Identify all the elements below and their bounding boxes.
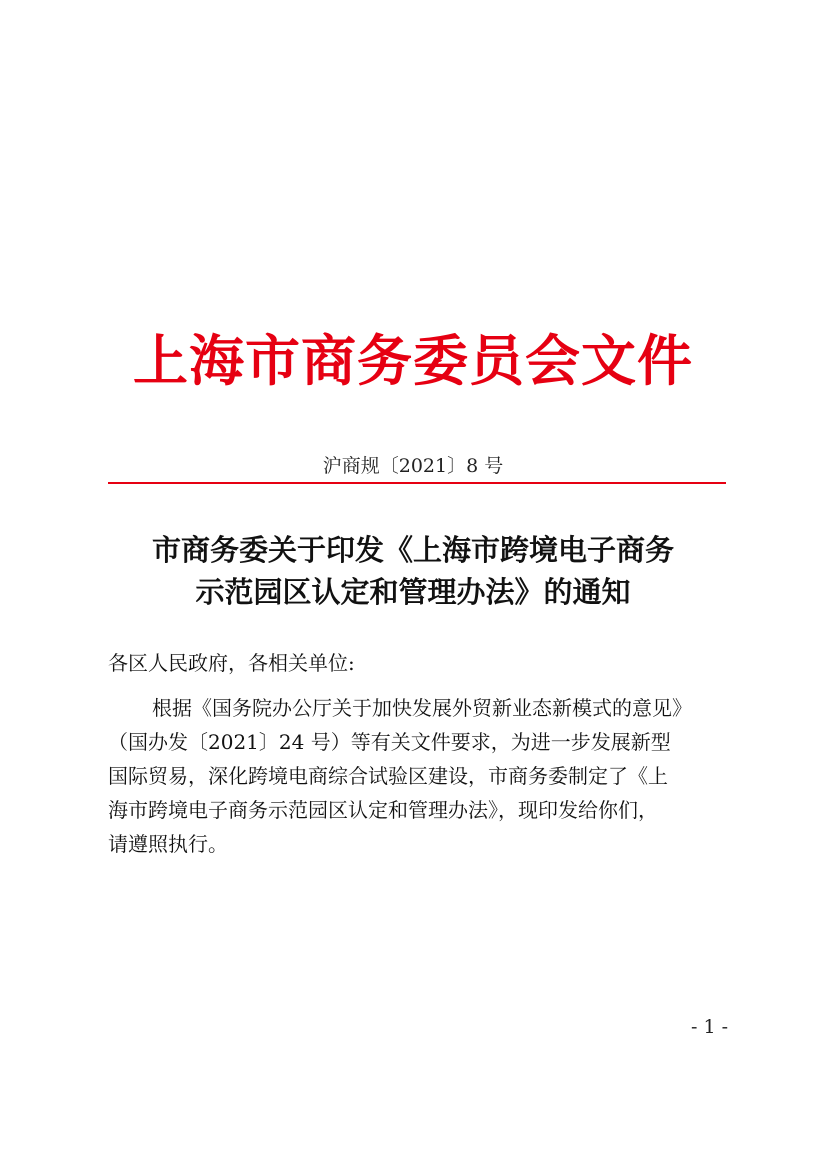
page-number: - 1 - [690,1016,728,1038]
body-line-2: （国办发〔2021〕24 号）等有关文件要求，为进一步发展新型 [108,730,671,754]
notice-title-line-2: 示范园区认定和管理办法》的通知 [195,575,631,609]
red-divider-line [108,482,726,484]
addressee-line: 各区人民政府，各相关单位: [108,651,355,675]
body-line-1: 根据《国务院办公厅关于加快发展外贸新业态新模式的意见》 [152,696,692,720]
body-paragraph [108,691,728,861]
document-number: 沪商规〔2021〕8 号 [322,455,504,477]
body-line-4: 海市跨境电子商务示范园区认定和管理办法》，现印发给你们， [108,798,658,822]
body-line-5: 请遵照执行。 [108,832,228,856]
body-line-3: 国际贸易，深化跨境电商综合试验区建设，市商务委制定了《上 [108,764,668,788]
notice-title [0,529,826,613]
masthead-title: 上海市商务委员会文件 [132,328,693,393]
notice-title-line-1: 市商务委关于印发《上海市跨境电子商务 [151,533,674,567]
